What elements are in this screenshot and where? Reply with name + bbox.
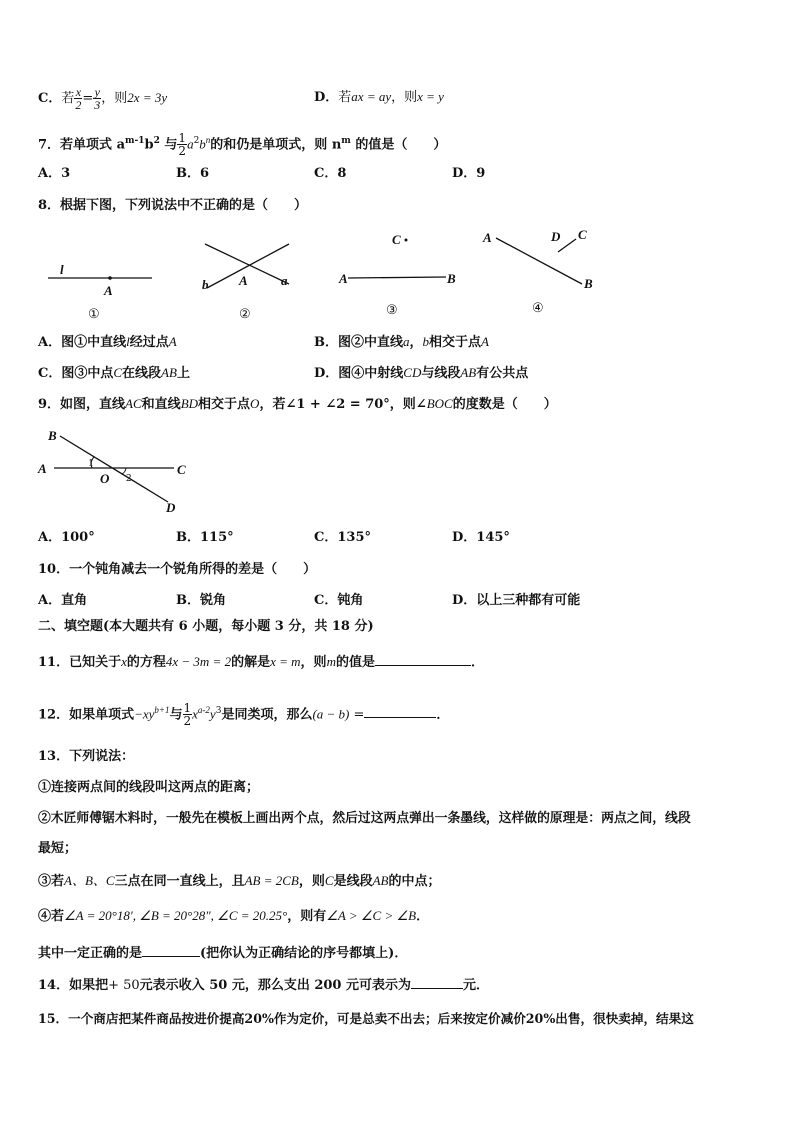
q12-end: ． bbox=[436, 707, 450, 723]
q11-sol: x = m bbox=[270, 654, 301, 669]
q14-end: 元． bbox=[463, 978, 490, 993]
q9-ac: AC bbox=[125, 396, 142, 411]
q8-figure-4 bbox=[478, 222, 608, 318]
q13-tail bbox=[38, 944, 407, 963]
q8-d-pre: D．图④中射线 bbox=[314, 366, 404, 381]
q7-option-d: D．9 bbox=[452, 166, 486, 181]
q7-term-sup2: n bbox=[205, 135, 211, 145]
q13-s3-ab: AB bbox=[372, 873, 389, 888]
q7-stem-a: 7．若单项式 a bbox=[38, 137, 125, 153]
q11-b: 的方程 bbox=[126, 655, 166, 670]
q12-frac-den: 2 bbox=[183, 714, 192, 729]
q12-term1: −xy bbox=[134, 706, 155, 722]
q8-c-mid: 在线段 bbox=[122, 366, 162, 381]
q9-label-c: C bbox=[177, 462, 186, 477]
q7-frac-den: 2 bbox=[178, 144, 187, 159]
q7-option-b: B．6 bbox=[176, 166, 210, 181]
q7-stem-e: 的值是（ ） bbox=[350, 137, 447, 153]
q13-s4-b: ，则有 bbox=[287, 909, 327, 924]
q8-option-c bbox=[38, 364, 190, 383]
q11-a: 11．已知关于 bbox=[38, 655, 122, 670]
q7-stem-b: b bbox=[144, 137, 154, 153]
section-2-heading: 二、填空题(本大题共有 6 小题，每小题 3 分，共 18 分) bbox=[38, 619, 374, 634]
q10-stem: 10．一个钝角减去一个锐角所得的差是（ ） bbox=[38, 562, 317, 577]
q14 bbox=[38, 976, 489, 995]
q7-option-a: A．3 bbox=[38, 166, 71, 181]
q10-option-c: C．钝角 bbox=[314, 593, 364, 608]
q13-statement-3 bbox=[38, 872, 440, 891]
q8-f3-label-b: B bbox=[447, 271, 456, 286]
q9-boc: BOC bbox=[426, 396, 453, 411]
q12-term2-sup: a-2 bbox=[197, 705, 210, 715]
q13-s4-end: ． bbox=[416, 909, 430, 924]
q11-x: x bbox=[121, 654, 127, 669]
q6-c-post: ，则 bbox=[101, 91, 128, 106]
q8-f2-number: ② bbox=[239, 306, 251, 321]
q14-answer-blank[interactable] bbox=[411, 976, 463, 989]
q13-answer-blank[interactable] bbox=[142, 944, 200, 957]
q12-answer-blank[interactable] bbox=[364, 705, 436, 718]
q7-stem-c: 与 bbox=[159, 137, 178, 153]
q8-f3-point-c bbox=[405, 239, 408, 242]
q13-s3-eq: AB = 2CB bbox=[244, 873, 299, 888]
q8-figure-3 bbox=[334, 228, 464, 320]
q8-b-var2: b bbox=[422, 334, 430, 349]
q9-option-a: A．100° bbox=[38, 530, 95, 545]
q9-label-o: O bbox=[100, 471, 110, 486]
q13-stem: 13．下列说法： bbox=[38, 749, 135, 764]
q12-a: 12．如果单项式 bbox=[38, 707, 135, 723]
q8-f4-number: ④ bbox=[532, 300, 544, 315]
q8-f3-number: ③ bbox=[386, 302, 398, 317]
q6-c-frac1-den: 2 bbox=[75, 98, 82, 112]
q13-tail-a: 其中一定正确的是 bbox=[38, 946, 143, 961]
q9-o: O bbox=[250, 396, 260, 411]
q8-b-pre: B．图②中直线 bbox=[314, 335, 403, 350]
q6-c-frac1-num: x bbox=[75, 85, 82, 99]
q8-option-b bbox=[314, 333, 489, 352]
q12-term2: x bbox=[192, 706, 198, 722]
q6-c-letter: C． bbox=[38, 91, 62, 106]
q8-a-var: l bbox=[126, 334, 130, 349]
q7-frac-num: 1 bbox=[178, 131, 187, 146]
q13-statement-2-line1: ②木匠师傅锯木料时，一般先在模板上画出两个点，然后过这两点弹出一条墨线，这样做的原理是：两点之间，线段 bbox=[38, 811, 691, 826]
q13-s3-points: A、B、C bbox=[64, 873, 115, 888]
q8-f4-label-c: C bbox=[578, 227, 587, 242]
q13-s3-a: ③若 bbox=[38, 874, 65, 889]
q6-d-letter: D． bbox=[314, 90, 339, 105]
q13-s3-d: 是线段 bbox=[333, 874, 373, 889]
q6-d-pre: 若 bbox=[338, 90, 352, 105]
q11-d: ，则 bbox=[300, 655, 327, 670]
q8-c-pre: C．图③中点 bbox=[38, 366, 114, 381]
q9-stem bbox=[38, 395, 557, 414]
q8-a-pre: A．图①中直线 bbox=[38, 335, 127, 350]
q6-c-math: 2x = 3y bbox=[127, 90, 168, 105]
q9-stem-c: 相交于点 bbox=[198, 397, 251, 412]
q7-frac bbox=[177, 132, 187, 157]
q9-figure bbox=[36, 424, 196, 518]
q8-b-point: A bbox=[481, 334, 489, 349]
q8-f1-point-a bbox=[108, 276, 112, 280]
q6-option-d bbox=[314, 88, 444, 107]
q9-option-d: D．145° bbox=[452, 530, 510, 545]
q8-stem: 8．根据下图，下列说法中不正确的是（ ） bbox=[38, 198, 308, 213]
q6-d-math2: x = y bbox=[417, 89, 444, 104]
q8-f4-label-d: D bbox=[551, 229, 561, 244]
q8-f3-label-c: C bbox=[392, 232, 401, 247]
q7-term-a: a bbox=[187, 136, 194, 152]
q6-c-eq: = bbox=[82, 91, 94, 106]
q8-f1-number: ① bbox=[88, 306, 100, 321]
q13-statement-4 bbox=[38, 907, 429, 926]
q12-frac-num: 1 bbox=[183, 701, 192, 716]
q9-stem-b: 和直线 bbox=[141, 397, 181, 412]
q13-s3-b: 三点在同一直线上，且 bbox=[114, 874, 245, 889]
q7-sup1: m-1 bbox=[125, 136, 145, 146]
q12-expr: (a − b) bbox=[312, 706, 350, 722]
q9-stem-a: 9．如图，直线 bbox=[38, 397, 126, 412]
q8-b-mid: 相交于点 bbox=[429, 335, 482, 350]
q13-tail-b: (把你认为正确结论的序号都填上)． bbox=[200, 946, 408, 961]
q9-label-a: A bbox=[38, 461, 47, 476]
q8-option-d bbox=[314, 364, 528, 383]
q7-sup2: 2 bbox=[153, 136, 160, 146]
q14-value: + 50 bbox=[108, 978, 140, 993]
q13-s4-compare: ∠A > ∠C > ∠B bbox=[326, 908, 417, 923]
q9-label-angle-1: 1 bbox=[88, 457, 94, 469]
q8-d-seg: AB bbox=[460, 365, 477, 380]
q11-e: 的值是 bbox=[335, 655, 375, 670]
q13-statement-1: ①连接两点间的线段叫这两点的距离； bbox=[38, 780, 260, 795]
q8-f3-segment-ab bbox=[348, 277, 446, 278]
q8-figure-1 bbox=[40, 255, 160, 321]
q12-frac bbox=[183, 702, 193, 727]
q8-f2-label-point: A bbox=[239, 273, 248, 288]
q8-d-mid: 与线段 bbox=[421, 366, 461, 381]
q6-c-pre: 若 bbox=[61, 91, 75, 106]
q8-d-var: CD bbox=[403, 365, 422, 380]
q12-b: 与 bbox=[169, 707, 183, 723]
q8-c-seg: AB bbox=[161, 365, 177, 380]
q13-statement-2-line2: 最短； bbox=[38, 841, 78, 856]
q9-stem-d: ，若∠1 + ∠2 = 70°，则∠ bbox=[259, 397, 427, 412]
q8-f1-label-l: l bbox=[60, 262, 64, 277]
q14-a: 14．如果把 bbox=[38, 978, 109, 993]
q12-term2-y-sup: 3 bbox=[215, 706, 222, 716]
q8-f4-label-a: A bbox=[483, 230, 492, 245]
q13-s4-a: ④若 bbox=[38, 909, 65, 924]
q6-d-math1: ax = ay bbox=[351, 89, 392, 104]
q7-option-c: C．8 bbox=[314, 166, 347, 181]
q8-option-a bbox=[38, 333, 177, 352]
q10-option-a: A．直角 bbox=[38, 593, 88, 608]
q6-option-c bbox=[38, 85, 168, 112]
q8-f3-label-a: A bbox=[339, 271, 348, 286]
q6-c-frac2-num: y bbox=[94, 85, 100, 99]
q13-s3-c: ，则 bbox=[298, 874, 325, 889]
q12-eq: = bbox=[349, 707, 365, 723]
q12 bbox=[38, 695, 450, 729]
q8-f2-label-a: a bbox=[281, 273, 288, 288]
q8-c-var: C bbox=[113, 365, 123, 380]
q8-f1-label-a: A bbox=[104, 283, 113, 298]
q12-term1-sup: b+1 bbox=[154, 705, 170, 715]
q7-term-sup1: 2 bbox=[193, 136, 200, 146]
q8-b-sep: ， bbox=[409, 335, 423, 350]
q13-s4-math: ∠A = 20°18′, ∠B = 20°28″, ∠C = 20.25° bbox=[64, 908, 288, 923]
q15-stem: 15．一个商店把某件商品按进价提高20%作为定价，可是总卖不出去；后来按定价减价20%出售，很快卖掉，结果这 bbox=[38, 1011, 694, 1026]
q9-bd: BD bbox=[180, 396, 199, 411]
q8-b-var1: a bbox=[403, 334, 410, 349]
q8-figure-2 bbox=[195, 238, 305, 324]
q13-s3-point-c: C bbox=[324, 873, 334, 888]
q13-s3-e: 的中点； bbox=[388, 874, 441, 889]
q11-c: 的解是 bbox=[231, 655, 271, 670]
q7-stem bbox=[38, 126, 447, 159]
q8-d-post: 有公共点 bbox=[476, 366, 529, 381]
q8-f4-label-b: B bbox=[584, 276, 593, 291]
q11-answer-blank[interactable] bbox=[375, 653, 471, 666]
q8-f4-segment-ab bbox=[496, 238, 582, 284]
q14-b: 元表示收入 50 元，那么支出 200 元可表示为 bbox=[139, 978, 412, 993]
q10-option-b: B．锐角 bbox=[176, 593, 226, 608]
q9-label-d: D bbox=[166, 500, 176, 515]
q8-f4-ray-cd bbox=[558, 239, 576, 252]
q11-end: ． bbox=[470, 655, 484, 670]
q9-option-c: C．135° bbox=[314, 530, 371, 545]
q8-a-mid: 经过点 bbox=[129, 335, 169, 350]
q12-term2-y: y bbox=[209, 706, 216, 722]
q8-a-point: A bbox=[168, 334, 177, 349]
q9-option-b: B．115° bbox=[176, 530, 234, 545]
q7-stem-d: 的和仍是单项式，则 n bbox=[210, 137, 342, 153]
q12-c: 是同类项，那么 bbox=[221, 707, 313, 723]
q11 bbox=[38, 653, 484, 672]
q6-d-post: ，则 bbox=[391, 90, 418, 105]
q7-term-b: b bbox=[199, 136, 206, 152]
q11-m: m bbox=[326, 654, 336, 669]
q7-sup3: m bbox=[341, 136, 351, 146]
q8-c-post: 上 bbox=[176, 366, 190, 381]
q11-eq: 4x − 3m = 2 bbox=[165, 654, 232, 669]
q9-label-b: B bbox=[48, 428, 57, 443]
q6-c-frac2-den: 3 bbox=[94, 98, 101, 112]
q9-line-bd bbox=[60, 436, 168, 502]
q9-label-angle-2: 2 bbox=[126, 472, 132, 484]
q9-stem-e: 的度数是（ ） bbox=[452, 397, 557, 412]
q10-option-d: D．以上三种都有可能 bbox=[452, 593, 581, 608]
q8-f2-label-b: b bbox=[202, 277, 209, 292]
